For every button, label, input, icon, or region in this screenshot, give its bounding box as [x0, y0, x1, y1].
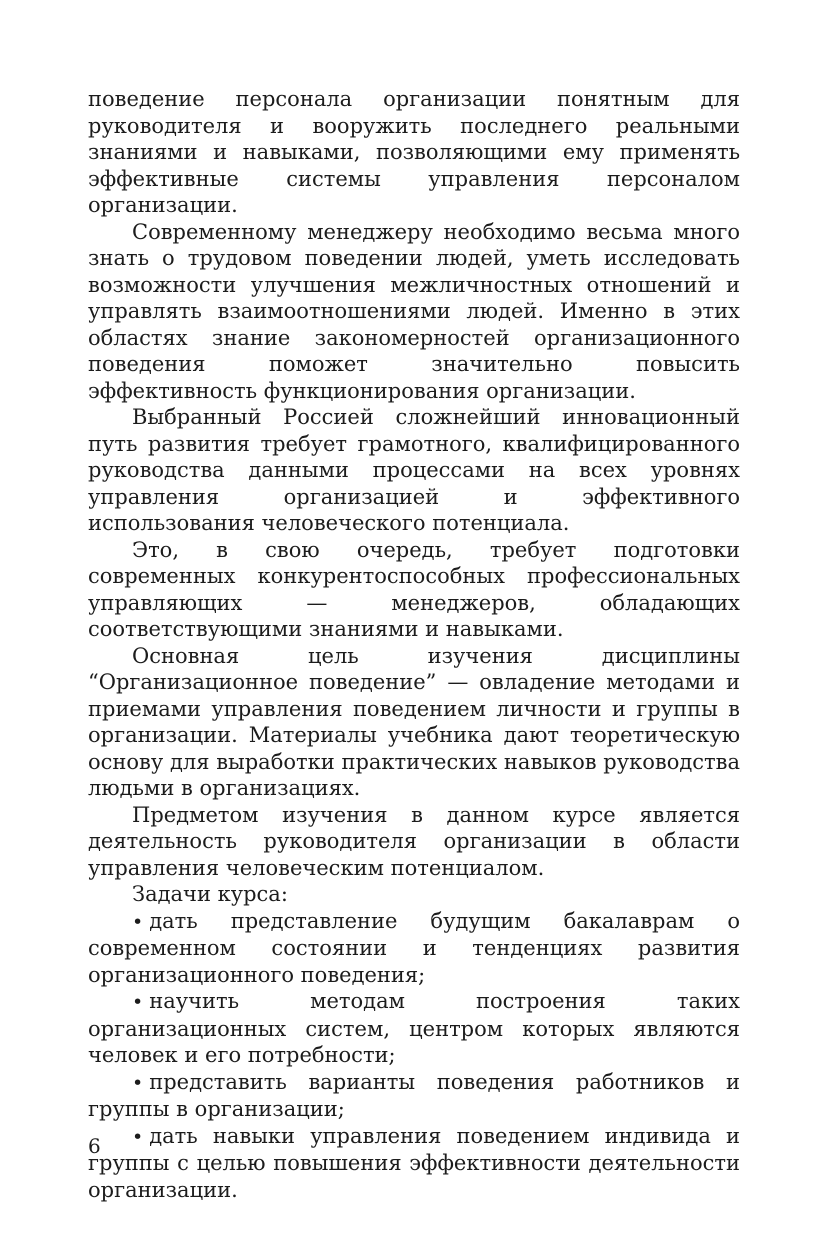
list-item — [88, 908, 740, 989]
paragraph-tasks-heading: Задачи курса: — [132, 882, 288, 906]
paragraph-course-subject: Предметом изучения в данном курсе является деятельность руководителя организации в области управления человеческим потенциалом. — [88, 802, 740, 880]
paragraph-manager-knowledge: Современному менеджеру необходимо весьма много знать о трудовом поведении людей, уметь исследовать возможности улучшения межличностных отношений и управлять взаимоотношениями людей. Именно в этих областях знание закономерностей организационного поведения поможет значительно повысить эффективность функционирования организации. — [88, 219, 740, 403]
bullet-icon: • — [132, 1071, 144, 1094]
bullet-icon: • — [132, 1125, 144, 1148]
bullet-icon: • — [132, 910, 144, 933]
bullet-icon: • — [132, 991, 144, 1013]
paragraph-course-goal: Основная цель изучения дисциплины “Организационное поведение” — овладение методами и приемами управления поведением личности и группы в организации. Материалы учебника дают теоретическую основу для выработки практических навыков руководства людьми в организациях. — [88, 643, 740, 800]
list-item — [88, 1069, 740, 1123]
page-number: 6 — [88, 1134, 101, 1158]
page-body — [88, 86, 740, 1203]
list-item — [88, 1123, 740, 1204]
list-item — [88, 988, 740, 1069]
list-item-text: научить методам построения таких организационных систем, центром которых являются человек и его потребности; — [88, 989, 740, 1067]
list-item-text: представить варианты поведения работников и группы в организации; — [88, 1069, 740, 1121]
paragraph-training-managers: Это, в свою очередь, требует подготовки современных конкурентоспособных профессиональных управляющих — менеджеров, обладающих соответствующими знаниями и навыками. — [88, 537, 740, 641]
list-item-text: дать представление будущим бакалаврам о современном состоянии и тенденциях развития организационного поведения; — [88, 908, 740, 987]
list-item-text: дать навыки управления поведением индивида и группы с целью повышения эффективности деятельности организации. — [88, 1123, 740, 1202]
paragraph-continuation: поведение персонала организации понятным для руководителя и вооружить последнего реальными знаниями и навыками, позволяющими ему применять эффективные системы управления персоналом организации. — [88, 87, 740, 217]
paragraph-innovation-path: Выбранный Россией сложнейший инновационный путь развития требует грамотного, квалифицированного руководства данными процессами на всех уровнях управления организацией и эффективного использования человеческого потенциала. — [88, 405, 740, 535]
